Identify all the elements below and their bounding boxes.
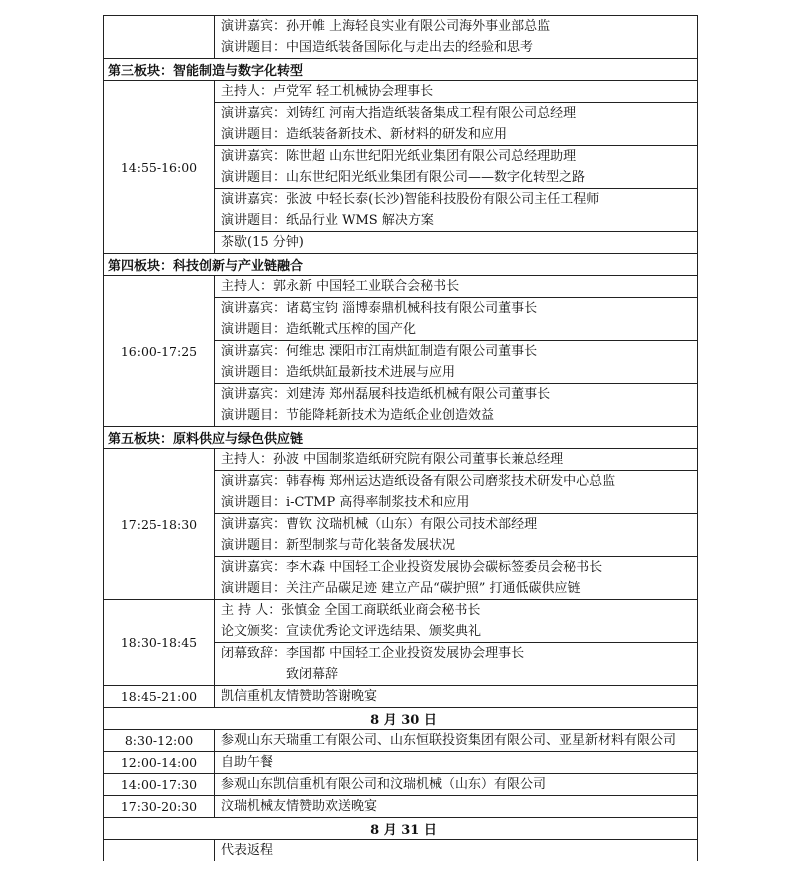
date-header: 8 月 31 日 <box>104 818 698 840</box>
agenda-line: 演讲题目：关注产品碳足迹 建立产品“碳护照” 打通低碳供应链 <box>221 581 581 596</box>
table-row <box>104 730 698 752</box>
speaker-group <box>215 102 697 145</box>
time-cell: 12:00-14:00 <box>104 752 215 774</box>
agenda-line: 演讲嘉宾：何维忠 溧阳市江南烘缸制造有限公司董事长 <box>221 344 538 359</box>
agenda-line: 演讲题目：山东世纪阳光纸业集团有限公司——数字化转型之路 <box>221 170 586 185</box>
content-cell <box>215 752 698 774</box>
agenda-line: 主持人：郭永新 中国轻工业联合会秘书长 <box>221 279 460 294</box>
time-cell: 18:45-21:00 <box>104 686 215 708</box>
table-row <box>104 752 698 774</box>
agenda-line: 致闭幕辞 <box>221 667 339 682</box>
table-row <box>104 427 698 449</box>
agenda-line: 演讲嘉宾：刘建涛 郑州磊展科技造纸机械有限公司董事长 <box>221 387 551 402</box>
speaker-group <box>215 297 697 340</box>
agenda-line: 演讲题目：造纸靴式压榨的国产化 <box>221 322 417 337</box>
speaker-group <box>215 383 697 426</box>
content-cell <box>215 276 698 427</box>
speaker-group <box>215 16 697 58</box>
table-row <box>104 254 698 276</box>
speaker-group <box>215 188 697 231</box>
table-row <box>104 796 698 818</box>
agenda-line: 演讲题目：造纸装备新技术、新材料的研发和应用 <box>221 127 508 142</box>
agenda-line: 茶歇(15 分钟) <box>221 235 304 250</box>
agenda-line: 演讲题目：节能降耗新技术为造纸企业创造效益 <box>221 408 495 423</box>
content-cell <box>215 81 698 254</box>
content-cell <box>215 730 698 752</box>
content-cell <box>215 449 698 600</box>
agenda-line: 闭幕致辞：李国都 中国轻工企业投资发展协会理事长 <box>221 646 525 661</box>
time-cell: 14:55-16:00 <box>104 81 215 254</box>
content-cell <box>215 16 698 59</box>
table-row <box>104 818 698 840</box>
table-row <box>104 81 698 254</box>
agenda-line: 演讲嘉宾：孙开帷 上海轻良实业有限公司海外事业部总监 <box>221 19 551 34</box>
time-cell <box>104 840 215 862</box>
time-cell: 16:00-17:25 <box>104 276 215 427</box>
speaker-group <box>215 145 697 188</box>
section-header: 第五板块：原料供应与绿色供应链 <box>104 427 698 449</box>
time-cell: 17:30-20:30 <box>104 796 215 818</box>
agenda-line: 汶瑞机械友情赞助欢送晚宴 <box>221 799 378 814</box>
section-header: 第四板块：科技创新与产业链融合 <box>104 254 698 276</box>
table-row <box>104 774 698 796</box>
time-cell: 14:00-17:30 <box>104 774 215 796</box>
agenda-body <box>104 16 698 862</box>
speaker-group <box>215 340 697 383</box>
agenda-line: 演讲题目：纸品行业 WMS 解决方案 <box>221 213 434 228</box>
content-cell <box>215 840 698 862</box>
speaker-group <box>215 556 697 599</box>
table-row <box>104 708 698 730</box>
speaker-group <box>215 81 697 102</box>
speaker-group <box>215 600 697 642</box>
agenda-line: 主 持 人：张慎金 全国工商联纸业商会秘书长 <box>221 603 481 618</box>
agenda-line: 凯信重机友情赞助答谢晚宴 <box>221 689 378 704</box>
table-row <box>104 600 698 686</box>
table-row <box>104 840 698 862</box>
date-header: 8 月 30 日 <box>104 708 698 730</box>
agenda-line: 演讲嘉宾：韩春梅 郑州运达造纸设备有限公司磨浆技术研发中心总监 <box>221 474 616 489</box>
table-row <box>104 686 698 708</box>
table-row <box>104 59 698 81</box>
time-cell: 18:30-18:45 <box>104 600 215 686</box>
speaker-group <box>215 513 697 556</box>
agenda-line: 演讲嘉宾：曹钦 汶瑞机械（山东）有限公司技术部经理 <box>221 517 538 532</box>
content-cell <box>215 774 698 796</box>
content-cell <box>215 796 698 818</box>
agenda-line: 演讲嘉宾：刘铸红 河南大指造纸装备集成工程有限公司总经理 <box>221 106 577 121</box>
agenda-line: 代表返程 <box>221 843 274 858</box>
time-cell: 8:30-12:00 <box>104 730 215 752</box>
speaker-group <box>215 642 697 685</box>
agenda-line: 主持人：孙波 中国制浆造纸研究院有限公司董事长兼总经理 <box>221 452 564 467</box>
time-cell: 17:25-18:30 <box>104 449 215 600</box>
agenda-line: 演讲题目：i-CTMP 高得率制浆技术和应用 <box>221 495 470 510</box>
time-cell <box>104 16 215 59</box>
agenda-line: 参观山东凯信重机有限公司和汶瑞机械（山东）有限公司 <box>221 777 547 792</box>
table-row <box>104 276 698 427</box>
speaker-group <box>215 449 697 470</box>
section-header: 第三板块：智能制造与数字化转型 <box>104 59 698 81</box>
speaker-group <box>215 470 697 513</box>
speaker-group <box>215 276 697 297</box>
table-row <box>104 449 698 600</box>
agenda-line: 演讲嘉宾：陈世超 山东世纪阳光纸业集团有限公司总经理助理 <box>221 149 577 164</box>
agenda-line: 演讲嘉宾：李木森 中国轻工企业投资发展协会碳标签委员会秘书长 <box>221 560 603 575</box>
speaker-group <box>215 231 697 253</box>
agenda-line: 演讲题目：中国造纸装备国际化与走出去的经验和思考 <box>221 40 534 55</box>
agenda-line: 演讲题目：造纸烘缸最新技术进展与应用 <box>221 365 456 380</box>
agenda-line: 演讲嘉宾：张波 中轻长泰(长沙)智能科技股份有限公司主任工程师 <box>221 192 600 207</box>
agenda-line: 主持人：卢党军 轻工机械协会理事长 <box>221 84 434 99</box>
agenda-line: 演讲题目：新型制浆与苛化装备发展状况 <box>221 538 456 553</box>
agenda-line: 自助午餐 <box>221 755 274 770</box>
agenda-table <box>103 15 698 861</box>
content-cell <box>215 686 698 708</box>
agenda-line: 参观山东天瑞重工有限公司、山东恒联投资集团有限公司、亚星新材料有限公司 <box>221 733 677 748</box>
agenda-line: 论文颁奖：宣读优秀论文评选结果、颁奖典礼 <box>221 624 482 639</box>
table-row <box>104 16 698 59</box>
content-cell <box>215 600 698 686</box>
agenda-line: 演讲嘉宾：诸葛宝钧 淄博泰鼎机械科技有限公司董事长 <box>221 301 538 316</box>
